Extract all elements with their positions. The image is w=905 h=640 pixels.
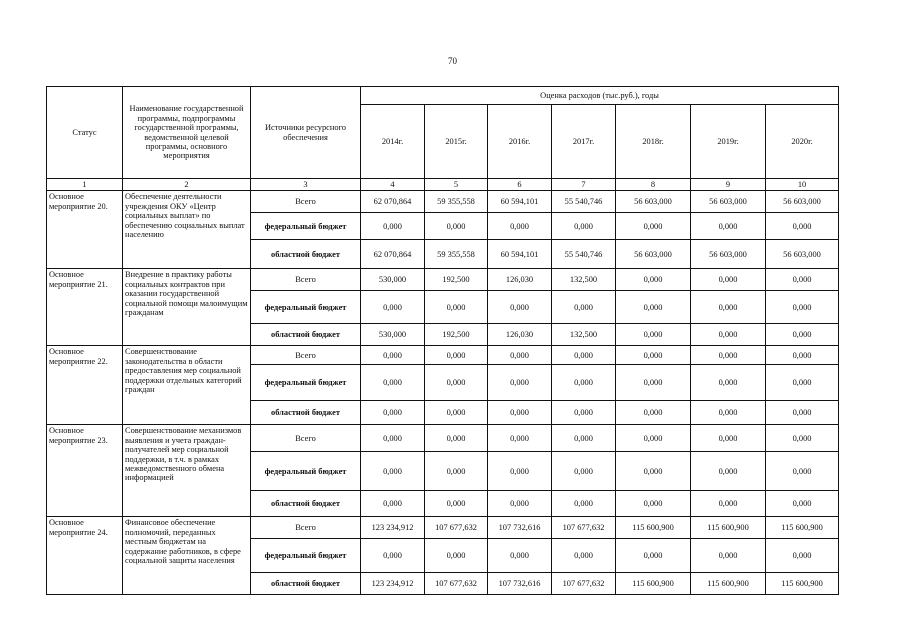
value-cell: 107 677,632 — [425, 517, 488, 539]
source-cell: Всего — [251, 269, 361, 291]
program-name-cell: Совершенствование механизмов выявления и учета граждан-получателей мер социальной поддержки, в т.ч. в рамках межведомственного обмена информацией — [123, 425, 251, 517]
value-cell: 0,000 — [616, 324, 691, 346]
value-cell: 0,000 — [552, 291, 616, 324]
program-name-cell: Обеспечение деятельности учреждения ОКУ «Центр социальных выплат» по обеспечению социальных выплат населению — [123, 191, 251, 269]
value-cell: 0,000 — [691, 269, 766, 291]
value-cell: 0,000 — [488, 401, 552, 425]
value-cell: 0,000 — [552, 365, 616, 401]
program-name-cell: Финансовое обеспечение полномочий, переданных местным бюджетам на содержание работников, в сфере социальной защиты населения — [123, 517, 251, 595]
value-cell: 56 603,000 — [616, 240, 691, 269]
value-cell: 0,000 — [616, 365, 691, 401]
source-cell: Всего — [251, 346, 361, 365]
source-cell: областной бюджет — [251, 240, 361, 269]
status-cell: Основное мероприятие 23. — [47, 425, 123, 517]
column-number: 1 — [47, 179, 123, 191]
value-cell: 530,000 — [361, 269, 425, 291]
value-cell: 0,000 — [361, 539, 425, 573]
value-cell: 0,000 — [616, 401, 691, 425]
table-row — [47, 425, 839, 452]
value-cell: 115 600,900 — [766, 573, 839, 595]
value-cell: 0,000 — [425, 401, 488, 425]
column-number: 8 — [616, 179, 691, 191]
value-cell: 0,000 — [691, 291, 766, 324]
value-cell: 0,000 — [552, 425, 616, 452]
source-cell: федеральный бюджет — [251, 213, 361, 240]
source-cell: областной бюджет — [251, 573, 361, 595]
header-sources: Источники ресурсного обеспечения — [251, 87, 361, 179]
value-cell: 0,000 — [552, 539, 616, 573]
value-cell: 60 594,101 — [488, 240, 552, 269]
value-cell: 0,000 — [766, 346, 839, 365]
value-cell: 0,000 — [361, 401, 425, 425]
status-cell: Основное мероприятие 22. — [47, 346, 123, 425]
header-year: 2016г. — [488, 105, 552, 179]
value-cell: 0,000 — [361, 365, 425, 401]
value-cell: 0,000 — [361, 452, 425, 491]
page-number: 70 — [448, 56, 457, 66]
value-cell: 0,000 — [425, 425, 488, 452]
value-cell: 56 603,000 — [616, 191, 691, 213]
value-cell: 0,000 — [691, 324, 766, 346]
value-cell: 0,000 — [361, 346, 425, 365]
header-estimate: Оценка расходов (тыс.руб.), годы — [361, 87, 839, 105]
value-cell: 0,000 — [552, 346, 616, 365]
value-cell: 0,000 — [361, 213, 425, 240]
value-cell: 0,000 — [766, 365, 839, 401]
value-cell: 132,500 — [552, 324, 616, 346]
value-cell: 59 355,558 — [425, 240, 488, 269]
value-cell: 55 540,746 — [552, 240, 616, 269]
value-cell: 0,000 — [425, 491, 488, 517]
value-cell: 0,000 — [766, 539, 839, 573]
value-cell: 0,000 — [425, 346, 488, 365]
value-cell: 56 603,000 — [691, 191, 766, 213]
source-cell: областной бюджет — [251, 401, 361, 425]
budget-table — [46, 86, 839, 595]
header-year: 2015г. — [425, 105, 488, 179]
value-cell: 107 677,632 — [552, 517, 616, 539]
value-cell: 0,000 — [766, 401, 839, 425]
value-cell: 0,000 — [691, 346, 766, 365]
value-cell: 192,500 — [425, 269, 488, 291]
value-cell: 115 600,900 — [691, 573, 766, 595]
value-cell: 115 600,900 — [766, 517, 839, 539]
value-cell: 62 070,864 — [361, 191, 425, 213]
source-cell: областной бюджет — [251, 491, 361, 517]
value-cell: 60 594,101 — [488, 191, 552, 213]
value-cell: 0,000 — [766, 269, 839, 291]
value-cell: 0,000 — [766, 425, 839, 452]
column-number: 6 — [488, 179, 552, 191]
value-cell: 56 603,000 — [691, 240, 766, 269]
value-cell: 0,000 — [691, 539, 766, 573]
value-cell: 0,000 — [616, 425, 691, 452]
value-cell: 59 355,558 — [425, 191, 488, 213]
value-cell: 0,000 — [691, 491, 766, 517]
source-cell: Всего — [251, 425, 361, 452]
status-cell: Основное мероприятие 24. — [47, 517, 123, 595]
column-numbers-row — [47, 179, 839, 191]
value-cell: 0,000 — [488, 539, 552, 573]
program-name-cell: Совершенствование законодательства в области предоставления мер социальной поддержки отдельных категорий граждан — [123, 346, 251, 425]
column-number: 9 — [691, 179, 766, 191]
value-cell: 55 540,746 — [552, 191, 616, 213]
value-cell: 56 603,000 — [766, 191, 839, 213]
header-name: Наименование государственной программы, подпрограммы государственной программы, ведомственной целевой программы, основного мероприятия — [123, 87, 251, 179]
value-cell: 115 600,900 — [616, 517, 691, 539]
value-cell: 192,500 — [425, 324, 488, 346]
value-cell: 0,000 — [691, 213, 766, 240]
value-cell: 107 677,632 — [552, 573, 616, 595]
value-cell: 0,000 — [766, 491, 839, 517]
value-cell: 0,000 — [766, 291, 839, 324]
source-cell: федеральный бюджет — [251, 365, 361, 401]
value-cell: 0,000 — [425, 213, 488, 240]
value-cell: 0,000 — [425, 365, 488, 401]
table-body — [47, 191, 839, 595]
program-name-cell: Внедрение в практику работы социальных контрактов при оказании государственной социальной помощи малоимущим гражданам — [123, 269, 251, 346]
table-row — [47, 269, 839, 291]
value-cell: 0,000 — [616, 452, 691, 491]
source-cell: федеральный бюджет — [251, 291, 361, 324]
value-cell: 530,000 — [361, 324, 425, 346]
value-cell: 115 600,900 — [616, 573, 691, 595]
status-cell: Основное мероприятие 21. — [47, 269, 123, 346]
table-row — [47, 346, 839, 365]
value-cell: 0,000 — [616, 346, 691, 365]
header-year: 2014г. — [361, 105, 425, 179]
value-cell: 62 070,864 — [361, 240, 425, 269]
value-cell: 56 603,000 — [766, 240, 839, 269]
value-cell: 0,000 — [616, 539, 691, 573]
value-cell: 0,000 — [552, 491, 616, 517]
value-cell: 0,000 — [766, 324, 839, 346]
value-cell: 132,500 — [552, 269, 616, 291]
value-cell: 0,000 — [616, 491, 691, 517]
column-number: 5 — [425, 179, 488, 191]
table-row — [47, 517, 839, 539]
header-year: 2020г. — [766, 105, 839, 179]
column-number: 7 — [552, 179, 616, 191]
value-cell: 0,000 — [361, 491, 425, 517]
value-cell: 0,000 — [488, 491, 552, 517]
value-cell: 107 732,616 — [488, 517, 552, 539]
value-cell: 126,030 — [488, 324, 552, 346]
source-cell: областной бюджет — [251, 324, 361, 346]
value-cell: 123 234,912 — [361, 517, 425, 539]
value-cell: 0,000 — [552, 213, 616, 240]
value-cell: 0,000 — [425, 539, 488, 573]
value-cell: 0,000 — [766, 213, 839, 240]
value-cell: 115 600,900 — [691, 517, 766, 539]
value-cell: 0,000 — [691, 425, 766, 452]
table-row — [47, 191, 839, 213]
value-cell: 0,000 — [488, 291, 552, 324]
value-cell: 0,000 — [488, 213, 552, 240]
source-cell: федеральный бюджет — [251, 539, 361, 573]
value-cell: 0,000 — [488, 346, 552, 365]
column-number: 10 — [766, 179, 839, 191]
value-cell: 0,000 — [616, 291, 691, 324]
source-cell: федеральный бюджет — [251, 452, 361, 491]
value-cell: 0,000 — [552, 452, 616, 491]
value-cell: 0,000 — [691, 365, 766, 401]
value-cell: 0,000 — [552, 401, 616, 425]
value-cell: 123 234,912 — [361, 573, 425, 595]
column-number: 2 — [123, 179, 251, 191]
value-cell: 0,000 — [425, 452, 488, 491]
header-status: Статус — [47, 87, 123, 179]
value-cell: 0,000 — [425, 291, 488, 324]
value-cell: 0,000 — [488, 425, 552, 452]
value-cell: 0,000 — [616, 269, 691, 291]
source-cell: Всего — [251, 517, 361, 539]
value-cell: 0,000 — [488, 452, 552, 491]
value-cell: 0,000 — [691, 401, 766, 425]
header-year: 2019г. — [691, 105, 766, 179]
value-cell: 107 677,632 — [425, 573, 488, 595]
value-cell: 0,000 — [361, 425, 425, 452]
header-year: 2017г. — [552, 105, 616, 179]
value-cell: 107 732,616 — [488, 573, 552, 595]
column-number: 3 — [251, 179, 361, 191]
value-cell: 0,000 — [361, 291, 425, 324]
value-cell: 0,000 — [488, 365, 552, 401]
value-cell: 0,000 — [691, 452, 766, 491]
value-cell: 0,000 — [616, 213, 691, 240]
status-cell: Основное мероприятие 20. — [47, 191, 123, 269]
source-cell: Всего — [251, 191, 361, 213]
header-year: 2018г. — [616, 105, 691, 179]
column-number: 4 — [361, 179, 425, 191]
value-cell: 0,000 — [766, 452, 839, 491]
value-cell: 126,030 — [488, 269, 552, 291]
